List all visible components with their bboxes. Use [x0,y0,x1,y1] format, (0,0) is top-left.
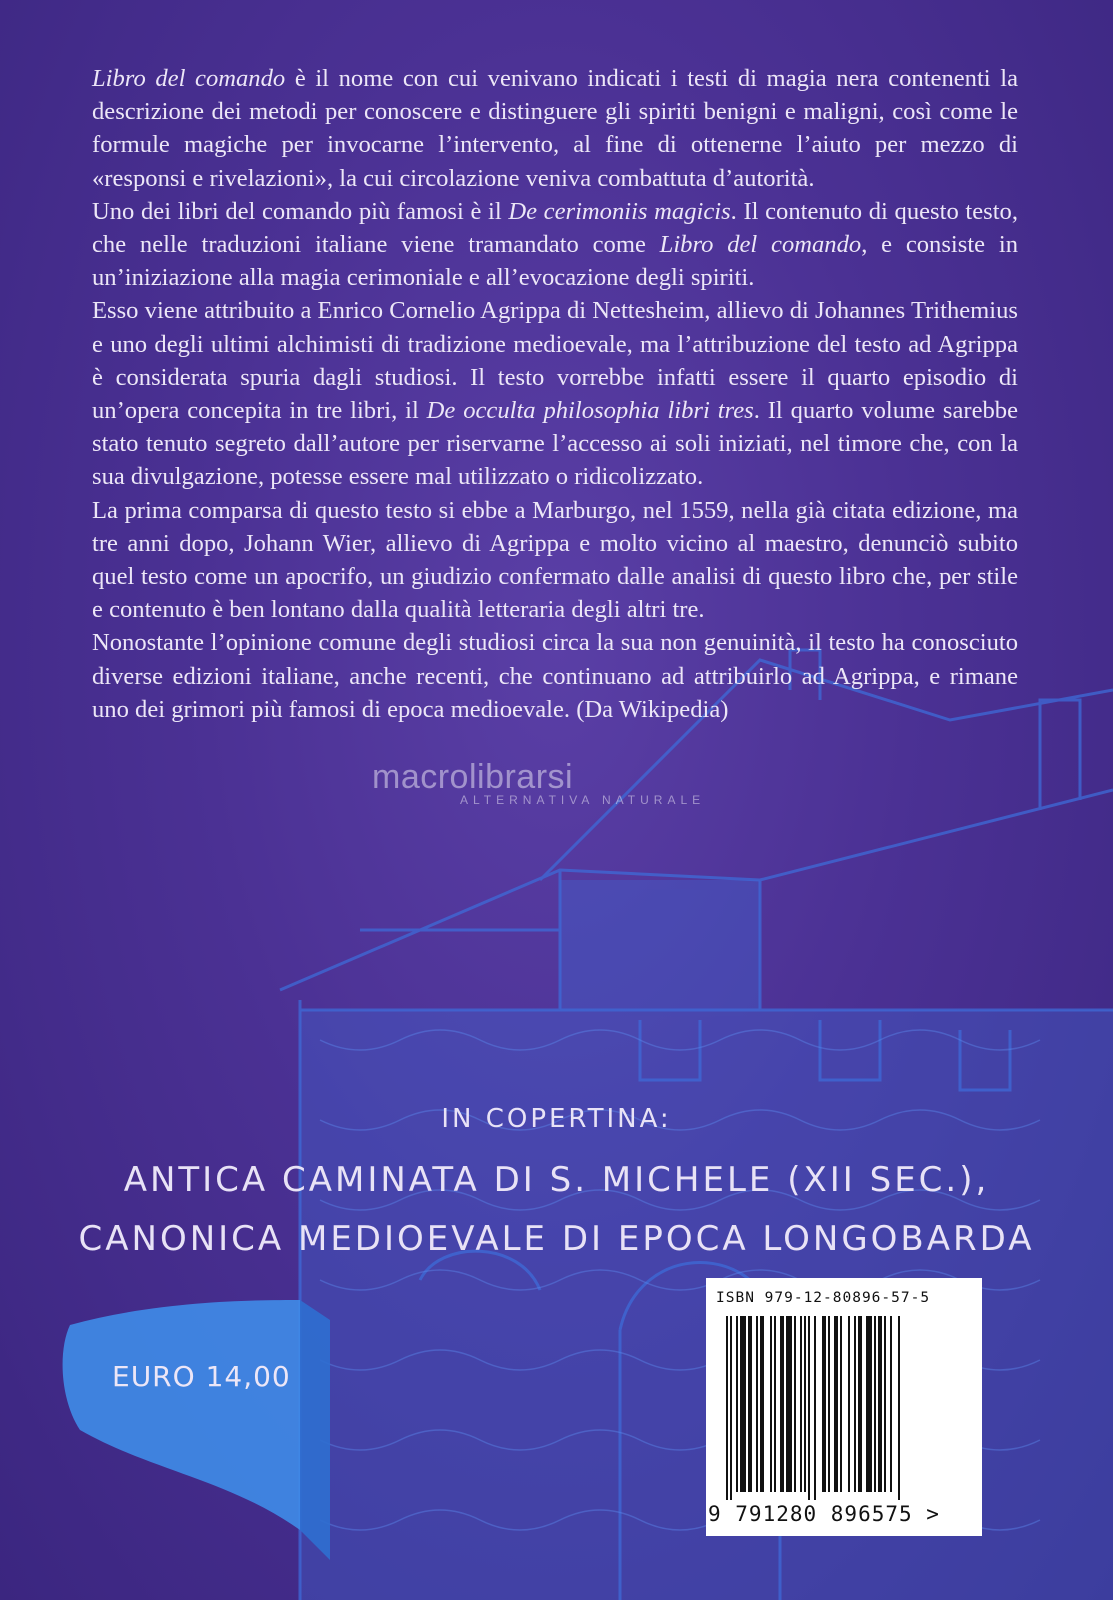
barcode-bar [736,1316,738,1492]
barcode-bar [874,1316,876,1492]
cover-caption-line1: ANTICA CAMINATA DI S. MICHELE (XII SEC.), [123,1160,990,1200]
barcode-bar [774,1316,776,1492]
barcode-bar [756,1316,758,1492]
paragraph-4: La prima comparsa di questo testo si ebbe a Marburgo, nel 1559, nella già citata edizione, ma tre anni dopo, Johann Wier, allievo di Agrippa e molto vicino al maestro, denunciò subito quel testo come un apocrifo, un giudizio confermato dalle analisi di questo libro che, per stile e contenuto è ben lontano dalla qualità letteraria degli altri tre. [92,496,1018,624]
paragraph-5: Nonostante l’opinione comune degli studiosi circa la sua non genuinità, il testo ha conosciuto diverse edizioni italiane, anche recenti, che continuano ad attribuirlo ad Agrippa, e rimane uno dei grimori più famosi di epoca medioevale. (Da Wikipedia) [92,629,1018,723]
barcode-bars [726,1316,958,1500]
barcode-digits: 9 791280 896575 > [708,1502,940,1526]
paragraph-2 [92,195,1018,295]
barcode-bar [740,1316,746,1492]
paragraph-3-text-b: . Il quarto volume sarebbe stato tenuto segreto dall’autore per riservarne l’accesso ai soli iniziati, nel timore che, con la sua divulgazione, potesse essere mal utilizzato o ridicolizzato. [92,397,1019,491]
barcode-bar [748,1316,752,1492]
paragraph-1-text: è il nome con cui venivano indicati i testi di magia nera contenenti la descrizione dei metodi per conoscere e distinguere gli spiriti benigni e maligni, così come le formule magiche per invocarne l’intervento, al fine di ottenerne l’aiuto per mezzo di «responsi e rivelazioni», la cui circolazione veniva combattuta d’autorità. [92,65,1018,192]
barcode-bar [808,1316,810,1500]
ribbon-shape [63,1300,300,1530]
title-libro-del-comando: Libro del comando [659,231,862,259]
paragraph-3 [92,294,1018,493]
barcode-bar [898,1316,900,1500]
barcode-bar [822,1316,826,1492]
paragraph-3-text-a: Esso viene attribuito a Enrico Cornelio Agrippa di Nettesheim, allievo di Johannes Trithemius e uno degli ultimi alchimisti di tradizione medioevale, ma l’attribuzione del testo ad Agrippa è considerata spuria dagli studiosi. Il testo vorrebbe infatti essere il quarto episodio di un’opera concepita in tre libri, il [92,297,1018,425]
barcode-bar [760,1316,764,1492]
barcode-bar [730,1316,732,1500]
barcode-bar [804,1316,806,1492]
barcode-bar [794,1316,796,1492]
title-de-occulta: De occulta philosophia libri tres [426,397,754,425]
barcode-bar [840,1316,842,1492]
paragraph-2-text-c: , e consiste in un’iniziazione alla magia cerimoniale e all’evocazione degli spiriti. [92,231,1018,292]
barcode-bar [726,1316,728,1500]
book-title-italic: Libro del comando [92,65,286,92]
cover-caption-title: IN COPERTINA: [441,1104,672,1134]
barcode-bar [770,1316,772,1492]
isbn-barcode [706,1278,982,1536]
description-text [92,62,1018,726]
barcode-bar [866,1316,872,1492]
barcode-bar [800,1316,802,1492]
barcode-bar [834,1316,838,1492]
watermark-tagline: ALTERNATIVA NATURALE [460,793,706,807]
watermark-name: macrolibrarsi [372,758,574,796]
barcode-bar [848,1316,850,1492]
paragraph-2-text-a: Uno dei libri del comando più famosi è il [92,197,509,225]
isbn-label: ISBN 979-12-80896-57-5 [716,1290,931,1306]
macrolibrarsi-watermark [372,758,705,807]
paragraph-1 [92,62,1018,195]
barcode-bar [854,1316,856,1492]
barcode-bar [786,1316,792,1492]
barcode-bar [858,1316,862,1492]
paragraph-2-text-b: . Il contenuto di questo testo, che nelle traduzioni italiane viene tramandato come [92,197,1018,259]
barcode-bar [828,1316,830,1492]
barcode-bar [878,1316,882,1492]
barcode-bar [884,1316,886,1492]
barcode-bar [780,1316,784,1492]
barcode-bar [890,1316,892,1492]
price-label: EURO 14,00 [112,1360,291,1393]
title-de-cerimoniis: De cerimoniis magicis [508,197,731,225]
cover-caption-line2: CANONICA MEDIOEVALE DI EPOCA LONGOBARDA [78,1219,1035,1259]
barcode-bar [814,1316,816,1500]
